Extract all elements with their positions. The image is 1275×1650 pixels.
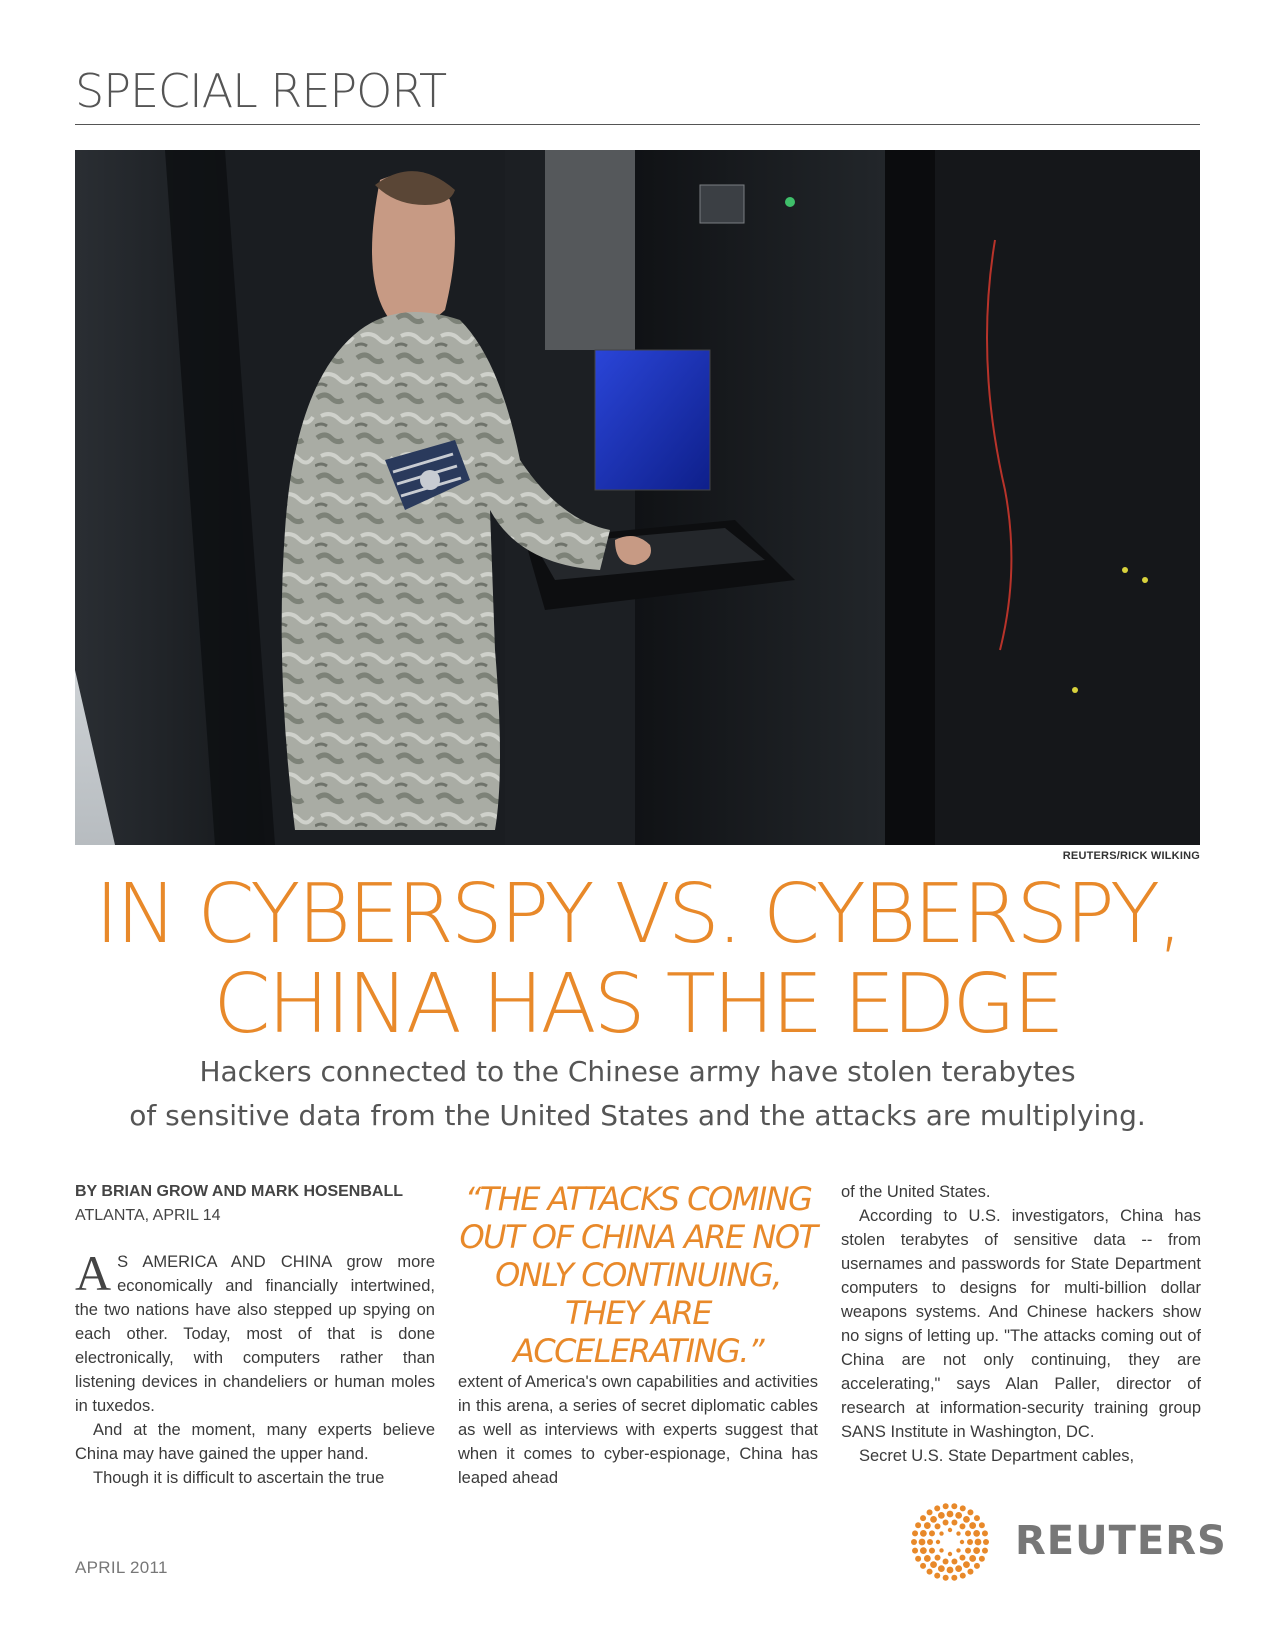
article-column-2 bbox=[458, 1180, 818, 1490]
headline-line-2: CHINA HAS THE EDGE bbox=[213, 957, 1062, 1052]
dateline: ATLANTA, APRIL 14 bbox=[75, 1207, 221, 1224]
body-paragraph-5: Secret U.S. State Department cables, bbox=[859, 1447, 1135, 1465]
footer-date: APRIL 2011 bbox=[75, 1558, 168, 1577]
subheadline-line-2: of sensitive data from the United States and the attacks are multiplying. bbox=[129, 1099, 1146, 1132]
body-paragraph-3: Though it is difficult to ascertain the true bbox=[93, 1469, 385, 1487]
lead-photo bbox=[75, 150, 1200, 845]
article-column-3 bbox=[841, 1180, 1201, 1468]
photo-credit: REUTERS/RICK WILKING bbox=[1062, 850, 1200, 862]
subheadline bbox=[75, 1050, 1200, 1138]
headline-line-1: IN CYBERSPY VS. CYBERSPY, bbox=[94, 867, 1181, 962]
body-paragraph-1 bbox=[75, 1245, 435, 1418]
reuters-logo-text: REUTERS bbox=[1015, 1518, 1227, 1564]
drop-cap: A bbox=[75, 1245, 112, 1301]
body-paragraph-3-end: of the United States. bbox=[841, 1183, 991, 1201]
subheadline-line-1: Hackers connected to the Chinese army have stolen terabytes bbox=[199, 1055, 1076, 1088]
byline: BY BRIAN GROW AND MARK HOSENBALL bbox=[75, 1183, 403, 1200]
body-paragraph-2: And at the moment, many experts believe China may have gained the upper hand. bbox=[75, 1421, 435, 1463]
pull-quote: “THE ATTACKS COMING OUT OF CHINA ARE NOT ONLY CONTINUING, THEY ARE ACCELERATING.” bbox=[459, 1180, 817, 1370]
section-label: SPECIAL REPORT bbox=[75, 64, 447, 118]
article-column-1 bbox=[75, 1180, 435, 1490]
header-rule bbox=[75, 124, 1200, 125]
body-paragraph-4: According to U.S. investigators, China has stolen terabytes of sensitive data -- from usernames and passwords for State Department computers to designs for multi-billion dollar weapons systems. And Chinese hackers show no signs of letting up. "The attacks coming out of China are not only continuing, they are accelerating," says Alan Paller, director of research at information-security training group SANS Institute in Washington, DC. bbox=[841, 1207, 1201, 1441]
body-paragraph-3-continued: extent of America's own capabilities and activities in this arena, a series of secret diplomatic cables as well as interviews with experts suggest that when it comes to cyber-espionage, China has leaped ahead bbox=[458, 1373, 818, 1487]
headline bbox=[60, 867, 1215, 1052]
body-paragraph-1-text: S AMERICA AND CHINA grow more economically and financially intertwined, the two nations have also stepped up spying on each other. Today, most of that is done electronically, with computers rather than listening devices in chandeliers or human moles in tuxedos. bbox=[75, 1253, 435, 1415]
server-room-photo-illustration bbox=[75, 150, 1200, 845]
